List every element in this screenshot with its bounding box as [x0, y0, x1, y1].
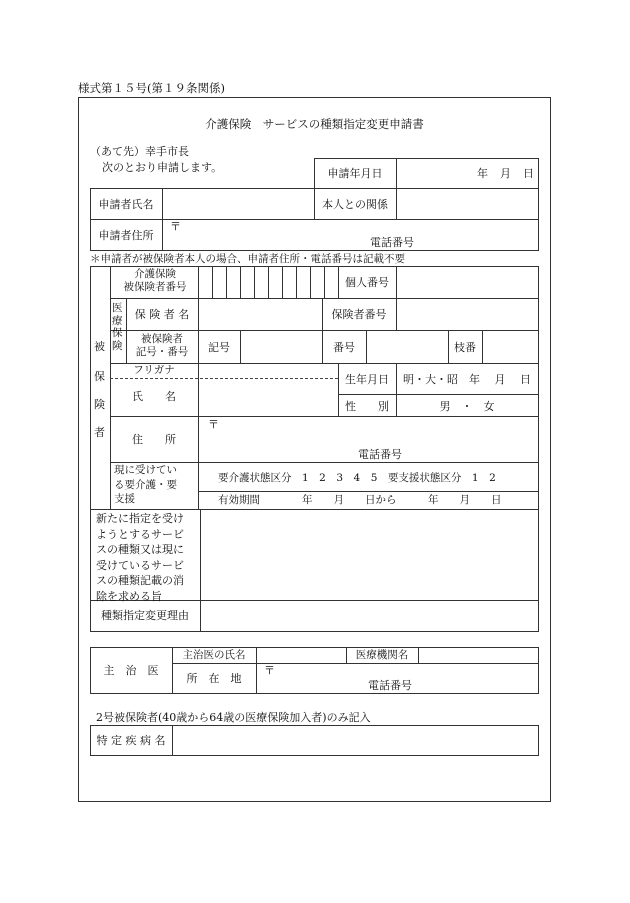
sex-value: 男 ・ 女: [439, 400, 495, 413]
furigana-field[interactable]: [200, 365, 336, 377]
table-rule: [198, 266, 199, 298]
table-rule: [538, 509, 539, 631]
personal-number-label: 個人番号: [345, 276, 389, 289]
table-rule: [90, 509, 539, 510]
table-rule: [538, 647, 539, 693]
table-rule: [240, 330, 241, 363]
table-rule: [90, 250, 539, 251]
insured-phone-label: 電話番号: [358, 448, 402, 461]
table-rule: [172, 725, 173, 755]
table-rule: [90, 693, 539, 694]
table-rule: [90, 725, 539, 726]
location-label: 所 在 地: [186, 672, 242, 685]
insured-number-field[interactable]: [200, 268, 336, 296]
table-rule: [90, 266, 539, 267]
insured-side-3: 険: [94, 398, 105, 411]
insured-name-label: 氏 名: [132, 390, 176, 403]
disease-field[interactable]: [174, 727, 536, 753]
care-level-value: 要介護状態区分 1 2 3 4 5 要支援状態区分 1 2: [218, 472, 496, 484]
change-reason-label: 種類指定変更理由: [101, 609, 189, 622]
table-rule: [338, 394, 538, 395]
insured-number-label: 介護保険 被保険者番号: [123, 268, 187, 293]
form-title: 介護保険 サービスの種類指定変更申請書: [205, 117, 424, 131]
relation-label: 本人との関係: [322, 198, 388, 211]
application-date-day: 日: [523, 167, 534, 180]
validity-label: 有効期間: [218, 494, 260, 506]
table-rule: [90, 647, 539, 648]
physician-name-field[interactable]: [258, 649, 344, 662]
table-rule: [110, 266, 111, 509]
table-rule: [198, 363, 199, 416]
application-date-label: 申請年月日: [327, 167, 383, 180]
insured-postal-mark: 〒: [208, 418, 219, 431]
table-rule: [396, 266, 397, 298]
applicant-name-field[interactable]: [164, 190, 312, 217]
physician-label: 主 治 医: [103, 664, 159, 677]
applicant-name-label: 申請者氏名: [98, 198, 154, 211]
application-date-field[interactable]: [398, 160, 468, 186]
insurer-number-field[interactable]: [398, 300, 536, 328]
applicant-address-field[interactable]: [180, 221, 536, 248]
table-rule: [396, 188, 397, 219]
table-rule: [90, 631, 539, 632]
insured-address-label: 住 所: [132, 433, 176, 446]
insured-name-field[interactable]: [200, 380, 336, 414]
table-rule: [90, 755, 539, 756]
birthdate-value: 明・大・昭 年 月 日: [403, 373, 531, 386]
table-rule: [172, 663, 538, 664]
table-rule: [90, 266, 91, 509]
intro-text: 次のとおり申請します。: [102, 161, 223, 174]
designation-request-label: 新たに指定を受け ようとするサービ スの種類又は現に 受けているサービ スの種類記載の消 除を求める旨: [96, 512, 184, 604]
table-rule: [482, 330, 483, 363]
medical-side-label: 医 療 保 険: [112, 302, 123, 352]
type2-note: 2号被保険者(40歳から64歳の医療保険加入者)のみ記入: [96, 711, 371, 724]
table-rule: [200, 509, 201, 631]
insurer-name-field[interactable]: [200, 300, 320, 328]
insurer-number-label: 保険者番号: [331, 308, 387, 321]
application-date-month: 月: [500, 167, 511, 180]
table-rule: [110, 330, 538, 331]
insured-id-label: 被保険者 記号・番号: [135, 333, 189, 358]
physician-postal-mark: 〒: [264, 664, 275, 677]
furigana-label: フリガナ: [133, 364, 175, 376]
table-rule: [256, 647, 257, 693]
symbol-label: 記号: [208, 341, 230, 354]
table-rule: [418, 647, 419, 663]
addressee: （あて先）幸手市長: [90, 145, 189, 158]
sex-label: 性 別: [345, 400, 389, 413]
table-rule: [396, 298, 397, 330]
insured-side-4: 者: [94, 426, 105, 439]
change-reason-field[interactable]: [202, 602, 536, 629]
table-rule: [538, 158, 539, 188]
number-label: 番号: [333, 341, 355, 354]
table-rule: [366, 330, 367, 363]
table-rule: [314, 158, 538, 159]
applicant-postal-mark: 〒: [170, 220, 181, 233]
branch-field[interactable]: [484, 332, 536, 361]
note-text: ＊申請者が被保険者本人の場合、申請者住所・電話番号は記載不要: [90, 253, 405, 265]
table-rule: [538, 725, 539, 755]
application-date-year: 年: [477, 167, 488, 180]
validity-value: 年 月 日から 年 月 日: [302, 494, 502, 506]
birthdate-label: 生年月日: [345, 373, 389, 386]
care-level-label: 現に受けてい る要介護・要 支援: [114, 464, 177, 506]
applicant-address-label: 申請者住所: [98, 229, 154, 242]
insured-side-2: 保: [94, 370, 105, 383]
physician-location-field[interactable]: [276, 665, 536, 691]
designation-request-field[interactable]: [202, 511, 536, 598]
branch-label: 枝番: [454, 341, 476, 354]
relation-field[interactable]: [398, 190, 536, 217]
disease-label: 特 定 疾 病 名: [96, 734, 166, 747]
personal-number-field[interactable]: [398, 268, 536, 296]
insured-address-field[interactable]: [220, 418, 536, 446]
institution-field[interactable]: [420, 649, 536, 662]
physician-name-label: 主治医の氏名: [182, 649, 246, 661]
table-rule: [538, 266, 539, 509]
table-rule: [198, 416, 199, 509]
applicant-phone-label: 電話番号: [370, 236, 414, 249]
table-rule: [396, 158, 397, 188]
table-rule: [538, 188, 539, 250]
number-field[interactable]: [368, 332, 446, 361]
table-rule: [110, 298, 538, 299]
institution-label: 医療機関名: [355, 649, 409, 661]
physician-phone-label: 電話番号: [368, 679, 412, 692]
table-rule: [90, 219, 539, 220]
insured-side-1: 被: [94, 340, 105, 353]
symbol-field[interactable]: [242, 332, 320, 361]
table-rule: [110, 416, 538, 417]
table-rule: [162, 188, 163, 250]
table-rule: [198, 491, 538, 492]
form-number: 様式第１５号(第１９条関係): [78, 81, 225, 95]
insurer-name-label: 保 険 者 名: [134, 308, 190, 321]
